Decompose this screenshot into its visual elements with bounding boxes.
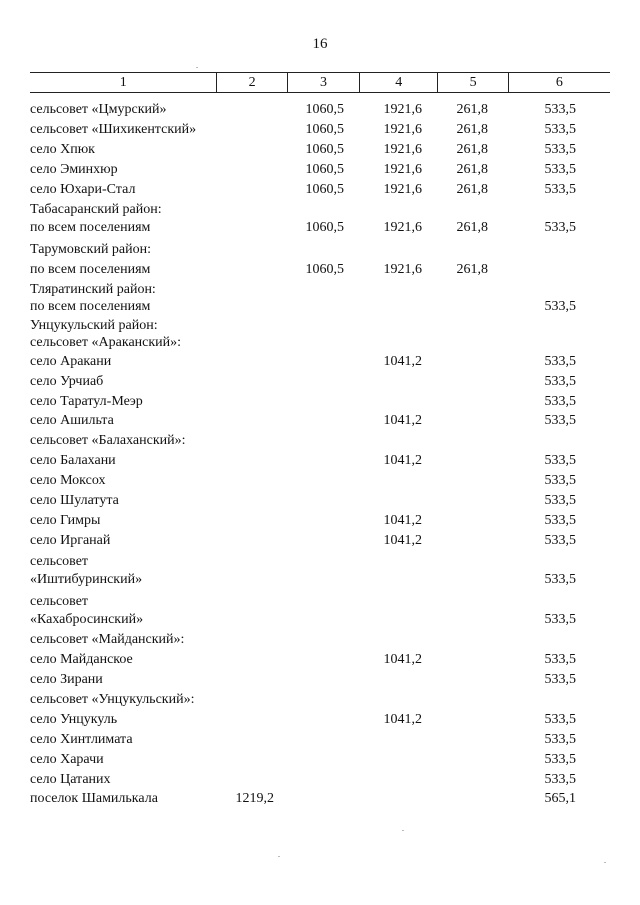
table-row	[30, 392, 610, 412]
table-row	[30, 511, 610, 531]
cell-col-6: 533,5	[544, 142, 576, 157]
cell-col-6: 533,5	[544, 732, 576, 747]
cell-col-4: 1041,2	[383, 413, 422, 428]
cell-col-6: 533,5	[544, 612, 576, 627]
cell-col-6: 533,5	[544, 712, 576, 727]
cell-col-1: поселок Шамилькала	[30, 791, 158, 806]
table-row	[30, 670, 610, 690]
cell-col-1: сельсовет «Балаханский»:	[30, 433, 186, 448]
table-header	[30, 72, 610, 93]
cell-col-4: 1921,6	[383, 142, 422, 157]
cell-col-6: 533,5	[544, 473, 576, 488]
cell-col-1: село Моксох	[30, 473, 106, 488]
cell-col-1: «Кахабросинский»	[30, 612, 144, 627]
cell-col-5: 261,8	[456, 102, 488, 117]
cell-col-5: 261,8	[456, 220, 488, 235]
cell-col-6: 533,5	[544, 122, 576, 137]
cell-col-5: 261,8	[456, 162, 488, 177]
cell-col-4: 1041,2	[383, 533, 422, 548]
cell-col-1: село Унцукуль	[30, 712, 118, 727]
cell-col-4: 1921,6	[383, 122, 422, 137]
cell-col-1: сельсовет «Араканский»:	[30, 335, 182, 350]
cell-col-1: сельсовет «Шихикентский»	[30, 122, 197, 137]
cell-col-1: село Эминхюр	[30, 162, 118, 177]
cell-col-4: 1921,6	[383, 102, 422, 117]
cell-col-5: 261,8	[456, 122, 488, 137]
cell-col-1: село Урчиаб	[30, 374, 104, 389]
page-number: 16	[312, 36, 328, 52]
table-row	[30, 690, 610, 710]
cell-col-1: село Юхари-Стал	[30, 182, 136, 197]
cell-col-1: «Иштибуринский»	[30, 572, 143, 587]
cell-col-6: 533,5	[544, 533, 576, 548]
cell-col-3: 1060,5	[305, 262, 344, 277]
cell-col-3: 1060,5	[305, 182, 344, 197]
table-row	[30, 431, 610, 451]
table-row	[30, 630, 610, 650]
table-row	[30, 730, 610, 750]
cell-col-4: 1921,6	[383, 220, 422, 235]
cell-col-6: 533,5	[544, 513, 576, 528]
cell-col-1: село Цатаних	[30, 772, 111, 787]
cell-col-1: по всем поселениям	[30, 220, 151, 235]
cell-col-2: 1219,2	[235, 791, 274, 806]
column-header-1: 1	[119, 74, 127, 90]
cell-col-1: село Балахани	[30, 453, 116, 468]
scan-speck	[604, 862, 606, 863]
table-row	[30, 750, 610, 770]
table-row	[30, 372, 610, 392]
cell-col-3: 1060,5	[305, 142, 344, 157]
cell-col-1: село Шулатута	[30, 493, 119, 508]
cell-col-1: село Майданское	[30, 652, 133, 667]
cell-col-6: 533,5	[544, 182, 576, 197]
cell-col-6: 533,5	[544, 652, 576, 667]
cell-col-1: по всем поселениям	[30, 262, 151, 277]
cell-col-4: 1041,2	[383, 513, 422, 528]
cell-col-6: 565,1	[544, 791, 576, 806]
cell-col-6: 533,5	[544, 572, 576, 587]
cell-col-1: сельсовет	[30, 594, 89, 609]
cell-col-3: 1060,5	[305, 162, 344, 177]
scan-speck	[402, 830, 404, 831]
cell-col-6: 533,5	[544, 102, 576, 117]
table-row	[30, 200, 610, 220]
table-row	[30, 451, 610, 471]
cell-col-4: 1921,6	[383, 162, 422, 177]
cell-col-1: село Харачи	[30, 752, 104, 767]
cell-col-6: 533,5	[544, 354, 576, 369]
table-row	[30, 180, 610, 200]
cell-col-6: 533,5	[544, 453, 576, 468]
table-row	[30, 160, 610, 180]
cell-col-1: Тарумовский район:	[30, 242, 152, 257]
cell-col-4: 1921,6	[383, 262, 422, 277]
table-row	[30, 789, 610, 809]
column-header-3: 3	[287, 73, 359, 92]
cell-col-6: 533,5	[544, 413, 576, 428]
table-row	[30, 710, 610, 730]
cell-col-6: 533,5	[544, 394, 576, 409]
scan-speck	[278, 856, 280, 857]
cell-col-5: 261,8	[456, 262, 488, 277]
table-row	[30, 531, 610, 551]
table-row	[30, 770, 610, 790]
cell-col-3: 1060,5	[305, 102, 344, 117]
cell-col-1: сельсовет	[30, 554, 89, 569]
cell-col-1: по всем поселениям	[30, 299, 151, 314]
cell-col-1: Унцукульский район:	[30, 318, 158, 333]
rates-table	[30, 72, 610, 806]
cell-col-6: 533,5	[544, 220, 576, 235]
cell-col-1: село Хинтлимата	[30, 732, 133, 747]
cell-col-6: 533,5	[544, 493, 576, 508]
table-row	[30, 297, 610, 317]
table-row	[30, 140, 610, 160]
cell-col-4: 1041,2	[383, 453, 422, 468]
table-row	[30, 240, 610, 260]
cell-col-6: 533,5	[544, 299, 576, 314]
cell-col-1: Тляратинский район:	[30, 282, 156, 297]
cell-col-1: село Хпюк	[30, 142, 95, 157]
table-row	[30, 120, 610, 140]
cell-col-1: село Аракани	[30, 354, 112, 369]
cell-col-1: Табасаранский район:	[30, 202, 162, 217]
table-row	[30, 100, 610, 120]
table-row	[30, 592, 610, 612]
cell-col-3: 1060,5	[305, 122, 344, 137]
cell-col-6: 533,5	[544, 374, 576, 389]
table-row	[30, 610, 610, 630]
cell-col-1: село Ашильта	[30, 413, 114, 428]
cell-col-4: 1041,2	[383, 354, 422, 369]
cell-col-3: 1060,5	[305, 220, 344, 235]
cell-col-1: село Зирани	[30, 672, 103, 687]
table-row	[30, 570, 610, 590]
cell-col-1: село Гимры	[30, 513, 101, 528]
table-row	[30, 650, 610, 670]
column-header-6: 6	[508, 73, 610, 92]
cell-col-1: сельсовет «Майданский»:	[30, 632, 185, 647]
cell-col-6: 533,5	[544, 162, 576, 177]
table-row	[30, 411, 610, 431]
table-row	[30, 333, 610, 353]
cell-col-6: 533,5	[544, 772, 576, 787]
cell-col-4: 1041,2	[383, 652, 422, 667]
table-row	[30, 218, 610, 238]
scan-speck	[196, 67, 198, 68]
cell-col-6: 533,5	[544, 752, 576, 767]
table-row	[30, 552, 610, 572]
table-row	[30, 260, 610, 280]
cell-col-6: 533,5	[544, 672, 576, 687]
cell-col-1: село Ирганай	[30, 533, 111, 548]
cell-col-5: 261,8	[456, 142, 488, 157]
table-row	[30, 491, 610, 511]
cell-col-1: сельсовет «Унцукульский»:	[30, 692, 195, 707]
cell-col-1: село Таратул-Меэр	[30, 394, 143, 409]
table-row	[30, 471, 610, 491]
column-header-4: 4	[359, 73, 437, 92]
table-row	[30, 352, 610, 372]
column-header-5: 5	[437, 73, 507, 92]
cell-col-5: 261,8	[456, 182, 488, 197]
column-header-2: 2	[216, 73, 286, 92]
cell-col-4: 1921,6	[383, 182, 422, 197]
cell-col-1: сельсовет «Цмурский»	[30, 102, 167, 117]
cell-col-4: 1041,2	[383, 712, 422, 727]
